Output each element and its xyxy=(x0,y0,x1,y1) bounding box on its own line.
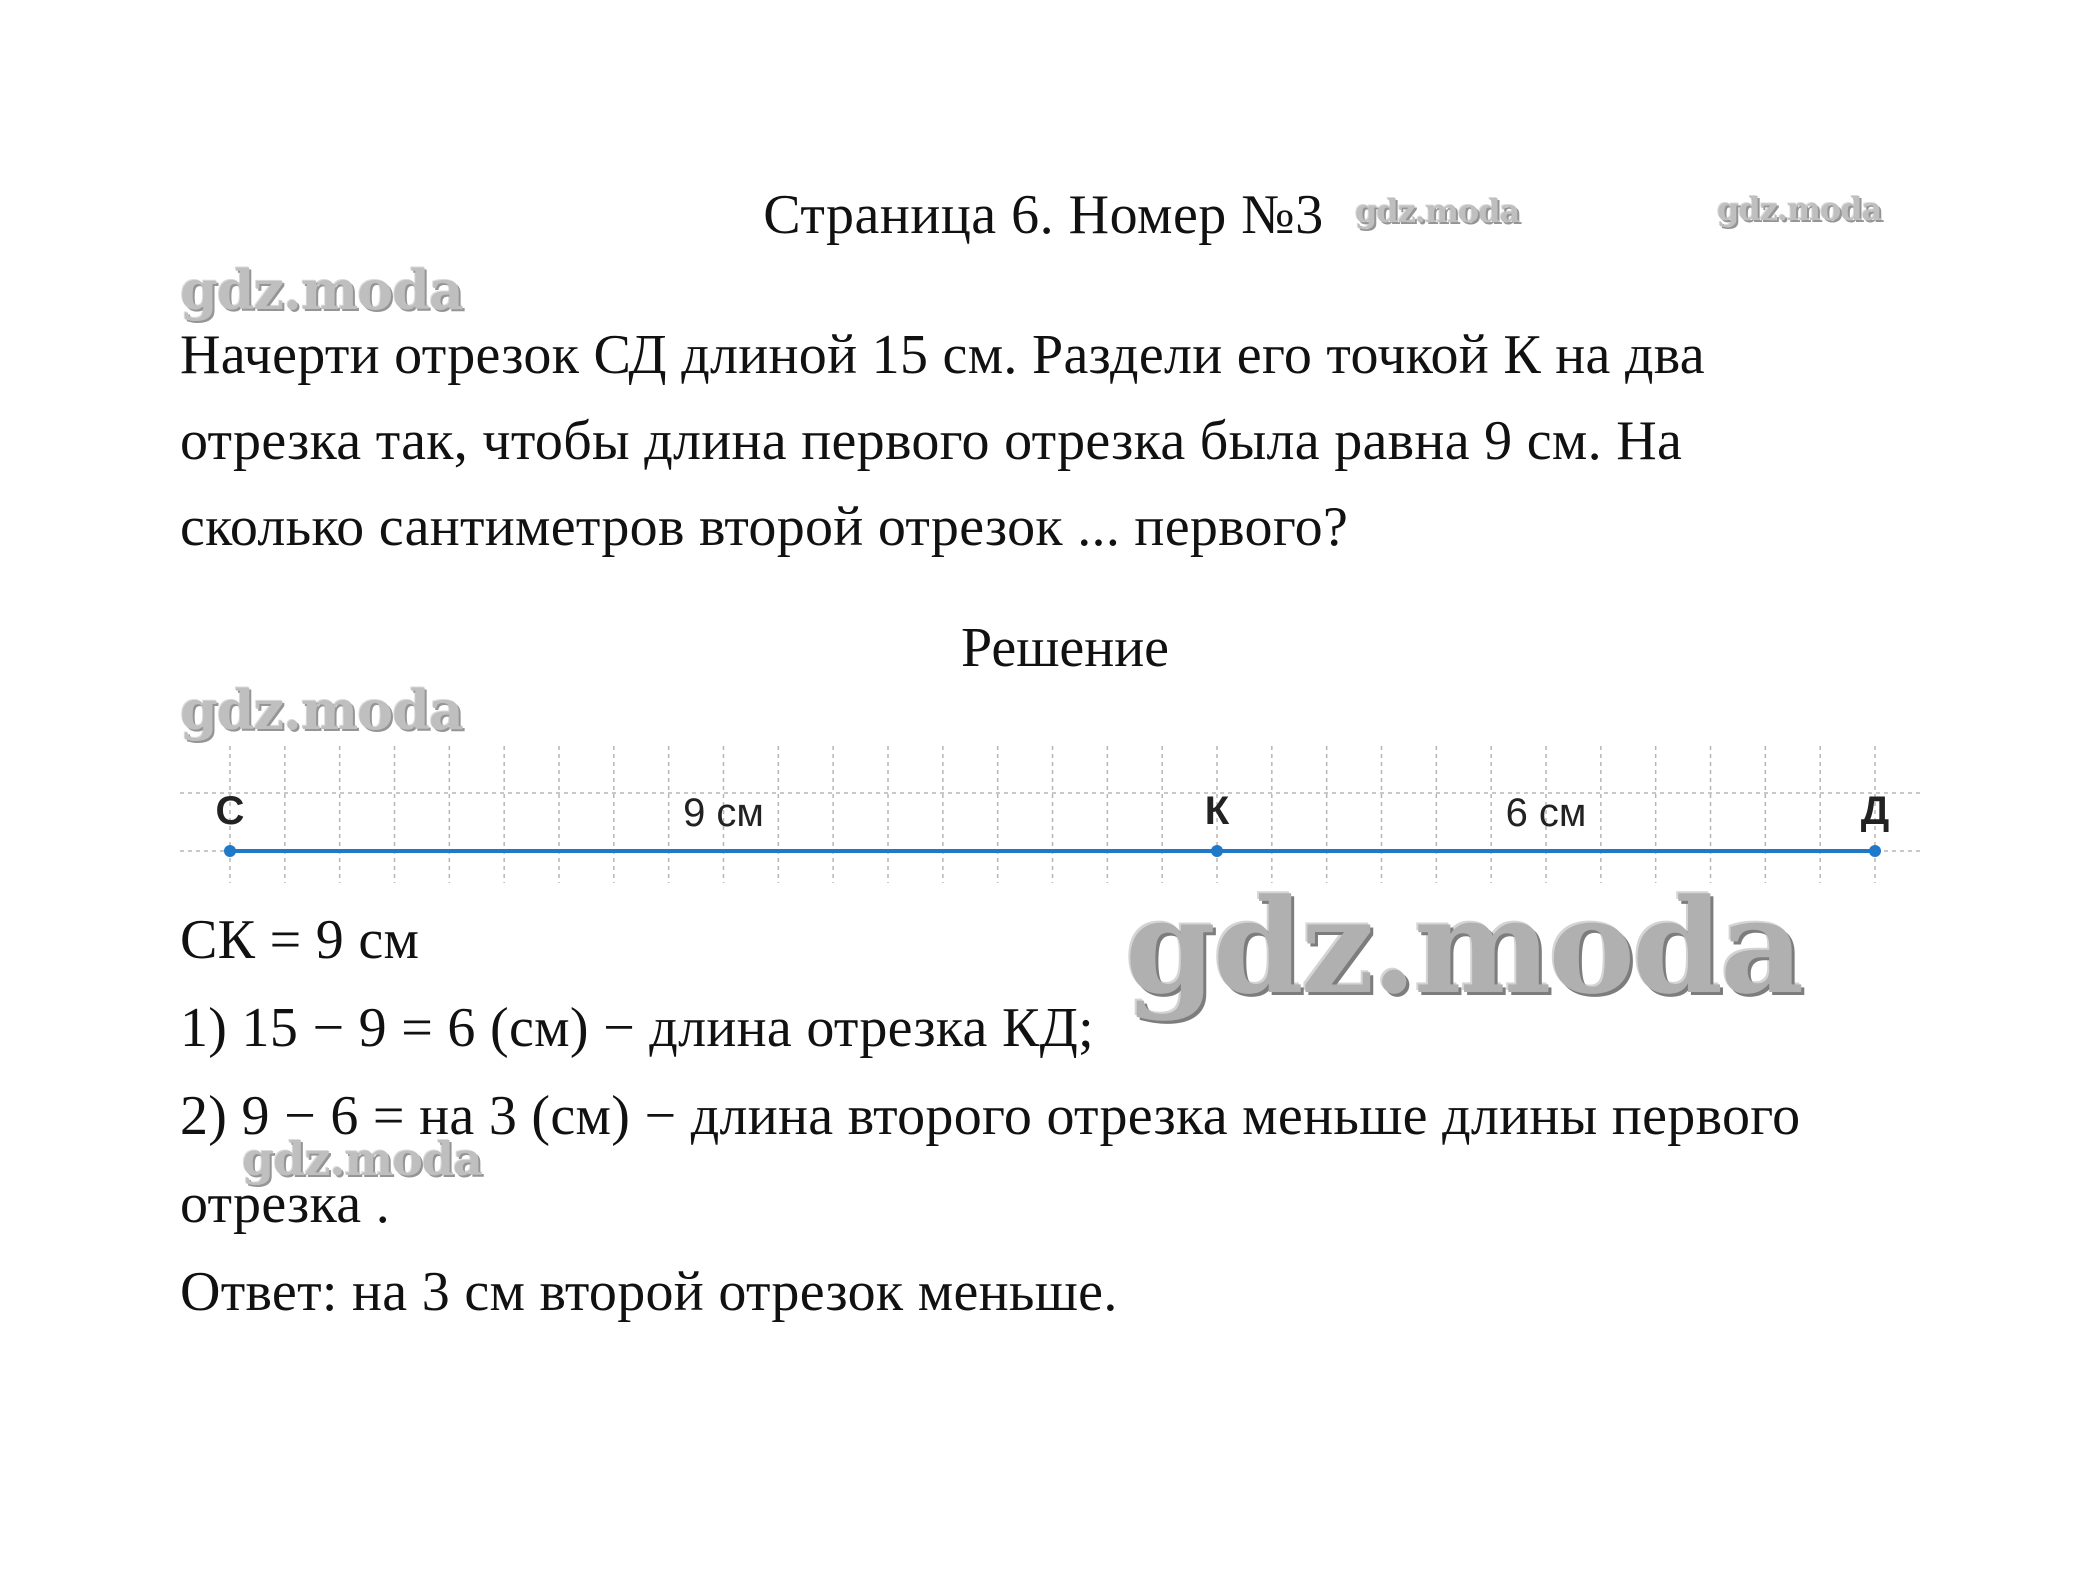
task-line: отрезка так, чтобы длина первого отрезка была равна 9 см. На xyxy=(180,410,1683,472)
segment-length-label: 6 см xyxy=(1505,791,1587,835)
answer-line: Ответ: на 3 см второй отрезок меньше. xyxy=(180,1261,1118,1323)
segment-diagram xyxy=(180,738,1920,888)
page-title: Страница 6. Номер №3 xyxy=(763,184,1324,246)
watermark-logo: gdz.moda xyxy=(1125,870,1802,1023)
task-line: сколько сантиметров второй отрезок ... первого? xyxy=(180,496,1349,558)
solution-heading: Решение xyxy=(960,617,1170,679)
watermark-logo: gdz.moda xyxy=(1717,190,1882,228)
watermark-logo: gdz.moda xyxy=(180,258,463,322)
task-text xyxy=(180,312,1940,570)
task-line: Начерти отрезок СД длиной 15 см. Раздели его точкой К на два xyxy=(180,324,1705,386)
segment-diagram-svg xyxy=(180,738,1920,888)
watermark-logo: gdz.moda xyxy=(180,678,463,742)
point-label: Д xyxy=(1860,789,1890,833)
segment-length-label: 9 см xyxy=(683,791,764,835)
point-label: С xyxy=(215,789,245,833)
point-label: К xyxy=(1204,789,1230,833)
segment-point xyxy=(1869,845,1881,857)
solution-line: СК = 9 см xyxy=(180,909,420,971)
solution-line: 2) 9 − 6 = на 3 (см) − длина второго отрезка меньше длины первого xyxy=(180,1085,1801,1147)
segment-point xyxy=(224,845,236,857)
watermark-logo: gdz.moda xyxy=(1355,192,1520,230)
watermark-logo: gdz.moda xyxy=(242,1132,482,1186)
solution-line: отрезка . xyxy=(180,1173,390,1235)
solution-line: 1) 15 − 9 = 6 (см) − длина отрезка КД; xyxy=(180,997,1095,1059)
segment-point xyxy=(1211,845,1223,857)
grid-lines xyxy=(180,746,1920,883)
